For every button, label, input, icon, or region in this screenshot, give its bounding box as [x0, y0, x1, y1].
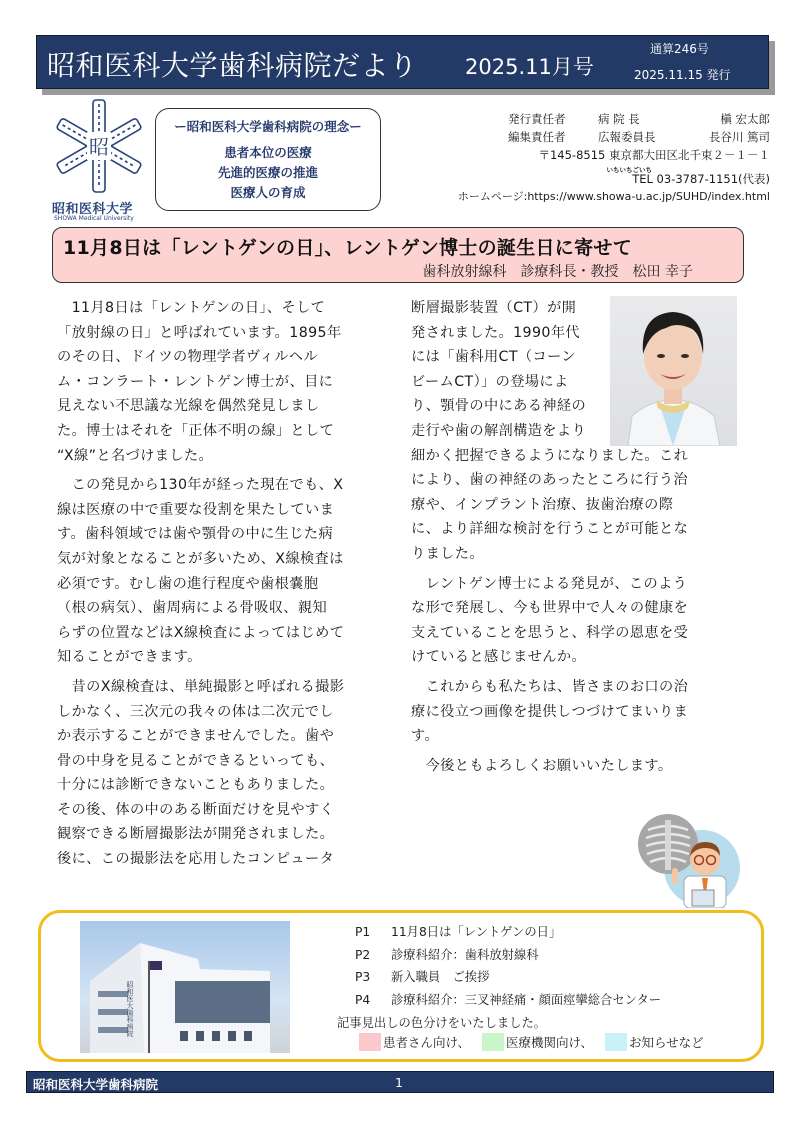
editor-row [458, 128, 770, 146]
body-line: 後に、この撮影法を応用したコンピュータ [57, 851, 335, 868]
toc-label: 新入職員 ご挨拶 [391, 970, 490, 984]
article-body-left [57, 296, 404, 872]
person-name: 槇 宏太郎 [720, 112, 770, 126]
body-line: 必須です。むし歯の進行程度や歯根嚢胞 [57, 575, 319, 592]
body-line: 昔のX線検査は、単純撮影と呼ばれる撮影 [57, 678, 345, 695]
logo-name-en: SHOWA Medical University [54, 215, 134, 222]
logo-name: 昭和医科大学 [52, 202, 134, 217]
body-line: 11月8日は「レントゲンの日」、そして [57, 300, 326, 316]
body-line: な形で発展し、今も世界中で人々の健康を [411, 600, 689, 617]
publisher-row [458, 110, 770, 128]
toc-label: 診療科紹介：三叉神経痛・顔面痙攣総合センター [391, 992, 662, 1007]
body-line: “X線”と名づけました。 [57, 447, 214, 464]
xray-doctor-icon [632, 808, 747, 908]
svg-text:昭和医大歯科病院: 昭和医大歯科病院 [126, 981, 134, 1037]
newsletter-title: 昭和医科大学歯科病院だより [47, 49, 418, 82]
body-line: に、より詳細な検討を行うことが可能とな [411, 521, 689, 538]
toc-page: P1 [355, 925, 371, 939]
hospital-building-photo [80, 921, 290, 1053]
body-line: により、歯の神経のあったところに行う治 [411, 472, 689, 489]
body-line: この発見から130年が経った現在でも、X [57, 477, 344, 494]
body-line: 「放射線の日」と呼ばれています。1895年 [57, 324, 342, 341]
philosophy-line: 医療人の育成 [230, 185, 306, 200]
publisher-info [458, 110, 770, 206]
body-line: ム・コンラート・レントゲン博士が、目に [57, 373, 334, 390]
body-line: しかなく、三次元の我々の体は二次元でし [57, 703, 334, 720]
role: 編集責任者 [508, 130, 566, 144]
author-portrait [610, 296, 737, 446]
person-name: 長谷川 篤司 [708, 130, 770, 144]
publish-date: 2025.11.15 発行 [634, 68, 731, 82]
university-logo [50, 96, 146, 222]
color-legend [359, 1033, 716, 1051]
body-line: （根の病気）、歯周病による骨吸収、親知 [57, 600, 328, 617]
body-line: 支えていることを思うと、科学の恩恵を受 [411, 624, 689, 641]
tel-number: TEL 03-3787-1151(代表) [632, 172, 770, 186]
body-line: 線は医療の中で重要な役割を果たしていま [57, 501, 335, 518]
body-line: 見えない不思議な光線を偶然発見しまし [57, 398, 320, 415]
body-line: 十分には診断できないこともありました。 [57, 777, 335, 794]
article-headline-box [52, 227, 744, 283]
role: 発行責任者 [508, 112, 566, 126]
tel-ruby: いちいちごいち [606, 166, 652, 174]
position: 広報委員長 [598, 130, 656, 144]
body-line: レントゲン博士による発見が、このよう [411, 575, 688, 592]
toc-page: P4 [355, 992, 371, 1007]
pink-swatch [359, 1033, 381, 1051]
article-title: 11月8日は「レントゲンの日」、レントゲン博士の誕生日に寄せて [63, 237, 632, 259]
philosophy-line: 先進的医療の推進 [217, 165, 318, 180]
body-line: す。歯科領域では歯や顎骨の中に生じた病 [57, 526, 334, 543]
toc-label: 診療科紹介：歯科放射線科 [391, 947, 539, 962]
address: 〒145-8515 東京都大田区北千束２－１－１ [538, 148, 770, 162]
body-line: 知ることができます。 [57, 649, 202, 666]
table-of-contents-box [38, 910, 764, 1062]
body-line: 骨の中身を見ることができるといっても、 [57, 752, 335, 769]
body-line: これからも私たちは、皆さまのお口の治 [411, 678, 689, 695]
body-line: らずの位置などはX線検査によってはじめて [57, 624, 345, 641]
page-number: 1 [395, 1075, 403, 1090]
doctor-xray-illustration [632, 808, 747, 908]
issue-label: 2025.11月号 [465, 55, 594, 79]
page-footer [26, 1071, 774, 1093]
homepage-link[interactable]: ホームページ:https://www.showa-u.ac.jp/SUHD/index.html [457, 190, 770, 203]
footer-hospital-name: 昭和医科大学歯科病院 [33, 1077, 159, 1092]
cyan-swatch [605, 1033, 627, 1051]
body-line: た。博士はそれを「正体不明の線」として [57, 422, 335, 439]
tel-row [458, 166, 770, 188]
legend-label: 患者さん向け、 [383, 1035, 471, 1050]
body-line: のその日、ドイツの物理学者ヴィルヘル [57, 349, 319, 366]
body-line: その後、体の中のある断面だけを見やすく [57, 801, 335, 818]
toc-page: P2 [355, 947, 371, 962]
body-line: 療に役立つ画像を提供しつづけてまいりま [411, 703, 689, 720]
showa-emblem-icon [56, 96, 142, 196]
legend-label: 医療機関向け、 [506, 1035, 594, 1050]
body-line: 走行や歯の解剖構造をより [411, 422, 587, 439]
svg-text:昭: 昭 [89, 135, 109, 159]
position: 病 院 長 [598, 112, 640, 126]
body-line: 発されました。1990年代 [411, 324, 580, 341]
toc-label: 11月8日は「レントゲンの日」 [391, 925, 562, 939]
body-line: か表示することができませんでした。歯や [57, 728, 335, 745]
philosophy-title: ー昭和医科大学歯科病院の理念ー [174, 119, 362, 134]
toc-list [355, 921, 661, 1011]
body-line: 観察できる断層撮影法が開発されました。 [57, 826, 335, 843]
body-line: 細かく把握できるようになりました。これ [411, 447, 689, 464]
body-line: 今後ともよろしくお願いいたします。 [411, 757, 673, 774]
philosophy-box [155, 108, 381, 211]
legend-label: お知らせなど [629, 1035, 704, 1050]
body-line: 断層撮影装置（CT）が開 [411, 300, 577, 316]
toc-item[interactable] [355, 966, 661, 989]
body-line: す。 [411, 728, 440, 745]
body-line: りました。 [411, 545, 484, 562]
body-line: には「歯科用CT（コーン [411, 349, 576, 366]
philosophy-line: 患者本位の医療 [224, 145, 312, 160]
color-legend-note: 記事見出しの色分けをいたしました。 [337, 1016, 547, 1030]
toc-item[interactable] [355, 944, 661, 967]
toc-item[interactable] [355, 921, 661, 944]
article-author: 歯科放射線科 診療科長・教授 松田 幸子 [422, 264, 693, 280]
body-line: ビームCT）」の登場によ [411, 373, 569, 390]
body-line: 療や、インプラント治療、抜歯治療の際 [411, 496, 674, 513]
toc-item[interactable] [355, 989, 661, 1012]
green-swatch [482, 1033, 504, 1051]
body-line: り、顎骨の中にある神経の [411, 398, 587, 415]
body-line: けていると感じませんか。 [411, 649, 587, 666]
body-line: 気が対象となることが多いため、X線検査は [57, 550, 344, 567]
newsletter-header [36, 35, 769, 89]
toc-page: P3 [355, 970, 371, 984]
serial-number: 通算246号 [650, 42, 709, 56]
